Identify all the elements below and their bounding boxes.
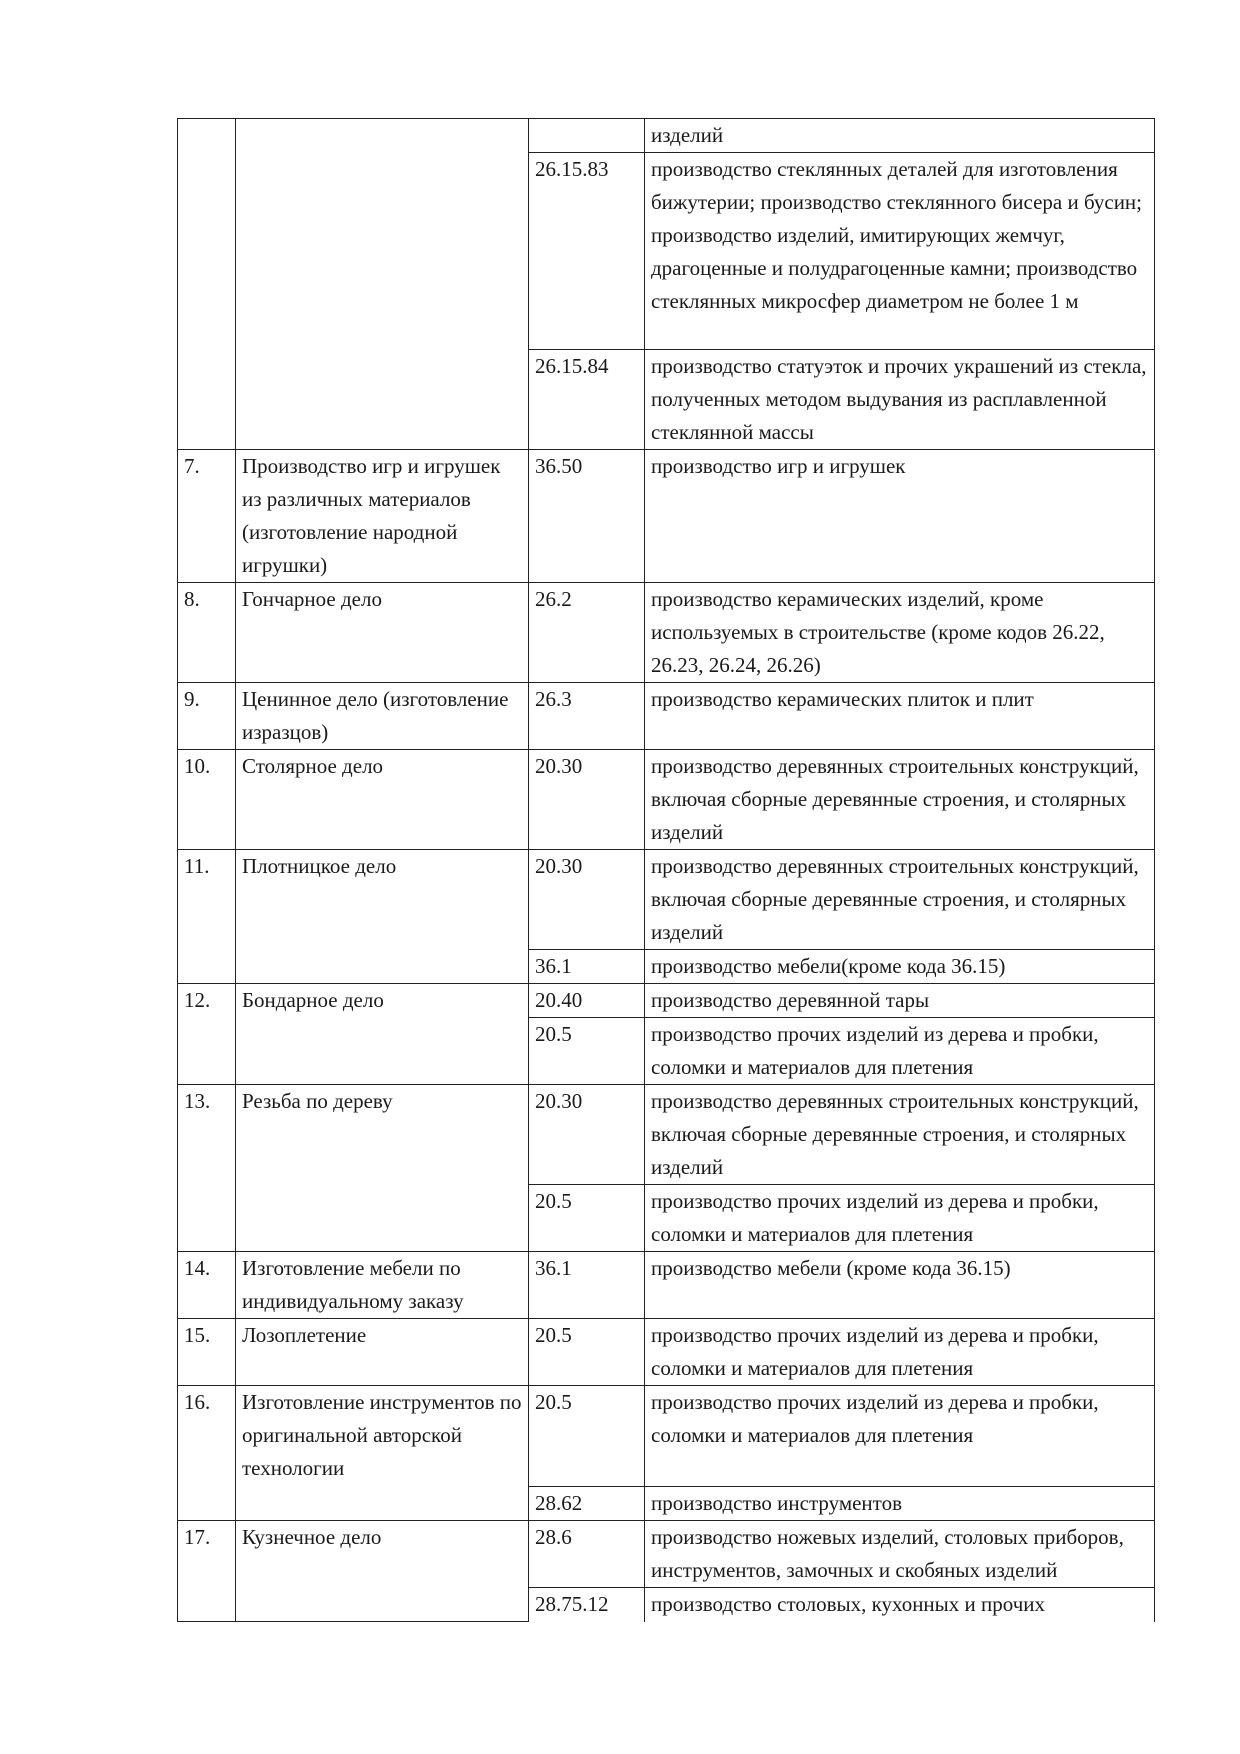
table-row: [178, 750, 1155, 850]
activity-description: производство деревянной тары: [645, 984, 1155, 1018]
okved-code: 36.1: [529, 950, 645, 984]
okved-code: 20.5: [529, 1386, 645, 1487]
okved-code: 26.3: [529, 683, 645, 750]
table-row: [178, 450, 1155, 583]
craft-name: Бондарное дело: [236, 984, 529, 1085]
activity-description: производство керамических изделий, кроме используемых в строительстве (кроме кодов 26.22, 26.23, 26.24, 26.26): [645, 583, 1155, 683]
activity-description: изделий: [645, 119, 1155, 153]
craft-name: Резьба по дереву: [236, 1085, 529, 1252]
table-row: [178, 1252, 1155, 1319]
activity-description: производство стеклянных деталей для изготовления бижутерии; производство стеклянного бисера и бусин; производство изделий, имитирующих жемчуг, драгоценные и полудрагоценные камни; производство стеклянных микросфер диаметром не более 1 м: [645, 153, 1155, 350]
okved-code: 26.2: [529, 583, 645, 683]
activity-description: производство прочих изделий из дерева и пробки, соломки и материалов для плетения: [645, 1018, 1155, 1085]
row-number: 7.: [178, 450, 236, 583]
table-row: [178, 1319, 1155, 1386]
activity-description: производство деревянных строительных конструкций, включая сборные деревянные строения, и столярных изделий: [645, 750, 1155, 850]
okved-code: 20.30: [529, 850, 645, 950]
okved-code: 36.50: [529, 450, 645, 583]
craft-name: Столярное дело: [236, 750, 529, 850]
activity-description: производство прочих изделий из дерева и пробки, соломки и материалов для плетения: [645, 1185, 1155, 1252]
activity-description: производство статуэток и прочих украшений из стекла, полученных методом выдувания из расплавленной стеклянной массы: [645, 350, 1155, 450]
table-row: [178, 583, 1155, 683]
okved-code: 20.5: [529, 1185, 645, 1252]
table-row: [178, 1521, 1155, 1588]
okved-code: 28.62: [529, 1487, 645, 1521]
craft-name: Плотницкое дело: [236, 850, 529, 984]
craft-name: Производство игр и игрушек из различных материалов (изготовление народной игрушки): [236, 450, 529, 583]
row-number: 13.: [178, 1085, 236, 1252]
craft-name: Лозоплетение: [236, 1319, 529, 1386]
table-row: [178, 683, 1155, 750]
okved-code: 20.30: [529, 1085, 645, 1185]
okved-code: 26.15.83: [529, 153, 645, 350]
activity-description: производство игр и игрушек: [645, 450, 1155, 583]
row-number: 15.: [178, 1319, 236, 1386]
craft-name: Изготовление мебели по индивидуальному заказу: [236, 1252, 529, 1319]
row-number: 8.: [178, 583, 236, 683]
okved-code: 36.1: [529, 1252, 645, 1319]
activity-description: производство инструментов: [645, 1487, 1155, 1521]
row-number: 10.: [178, 750, 236, 850]
activity-description: производство прочих изделий из дерева и пробки, соломки и материалов для плетения: [645, 1386, 1155, 1487]
row-number: 17.: [178, 1521, 236, 1622]
activity-description: производство мебели (кроме кода 36.15): [645, 1252, 1155, 1319]
okved-code: 20.40: [529, 984, 645, 1018]
activity-description: производство мебели(кроме кода 36.15): [645, 950, 1155, 984]
craft-name: Гончарное дело: [236, 583, 529, 683]
okved-code: 20.30: [529, 750, 645, 850]
table-row: [178, 984, 1155, 1018]
okved-code: 20.5: [529, 1319, 645, 1386]
row-number: 16.: [178, 1386, 236, 1521]
row-number: [178, 119, 236, 450]
activity-description: производство деревянных строительных конструкций, включая сборные деревянные строения, и столярных изделий: [645, 850, 1155, 950]
okved-code: 26.15.84: [529, 350, 645, 450]
craft-name: Ценинное дело (изготовление изразцов): [236, 683, 529, 750]
table-row: [178, 119, 1155, 153]
activity-description: производство деревянных строительных конструкций, включая сборные деревянные строения, и столярных изделий: [645, 1085, 1155, 1185]
okved-code: 28.75.12: [529, 1588, 645, 1622]
craft-name: Изготовление инструментов по оригинальной авторской технологии: [236, 1386, 529, 1521]
row-number: 11.: [178, 850, 236, 984]
table-row: [178, 850, 1155, 950]
activity-description: производство ножевых изделий, столовых приборов, инструментов, замочных и скобяных изделий: [645, 1521, 1155, 1588]
okved-code: 28.6: [529, 1521, 645, 1588]
table-row: [178, 1085, 1155, 1185]
table-row: [178, 1386, 1155, 1487]
okved-code: [529, 119, 645, 153]
craft-name: Кузнечное дело: [236, 1521, 529, 1622]
activity-description: производство прочих изделий из дерева и пробки, соломки и материалов для плетения: [645, 1319, 1155, 1386]
row-number: 12.: [178, 984, 236, 1085]
craft-name: [236, 119, 529, 450]
activity-description: производство столовых, кухонных и прочих: [645, 1588, 1155, 1622]
activity-description: производство керамических плиток и плит: [645, 683, 1155, 750]
row-number: 9.: [178, 683, 236, 750]
activity-codes-table: [177, 118, 1155, 1622]
okved-code: 20.5: [529, 1018, 645, 1085]
row-number: 14.: [178, 1252, 236, 1319]
